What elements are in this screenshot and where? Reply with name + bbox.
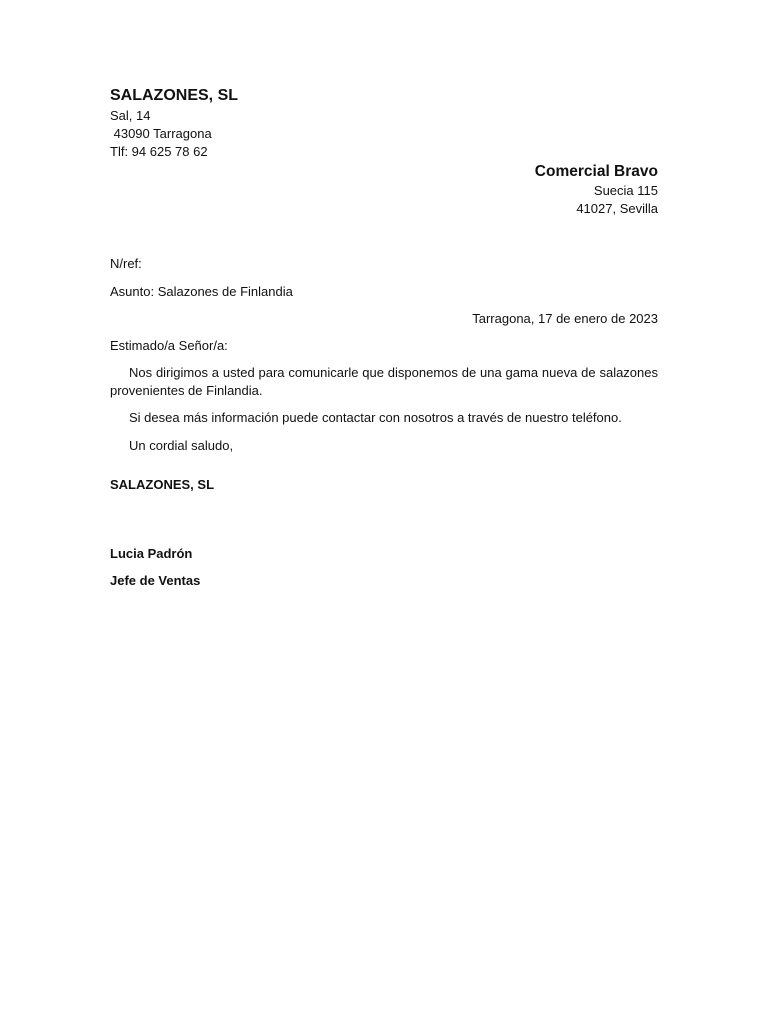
- body-paragraph-3: Un cordial saludo,: [129, 438, 234, 453]
- recipient-city: 41027, Sevilla: [576, 201, 658, 216]
- date-line: Tarragona, 17 de enero de 2023: [472, 311, 658, 326]
- recipient-address: Suecia 115: [593, 183, 658, 198]
- sender-name: SALAZONES, SL: [110, 87, 239, 104]
- recipient-name: Comercial Bravo: [534, 163, 658, 180]
- signature-company: SALAZONES, SL: [110, 477, 215, 492]
- sender-city: 43090 Tarragona: [110, 126, 212, 141]
- letter-page: [110, 0, 658, 1024]
- greeting: Estimado/a Señor/a:: [110, 338, 228, 353]
- body-paragraph-2: Si desea más información puede contactar con nosotros a través de nuestro teléfono.: [129, 410, 622, 425]
- subject-line: Asunto: Salazones de Finlandia: [110, 284, 293, 299]
- body-paragraph-1: Nos dirigimos a usted para comunicarle que disponemos de una gama nueva de salazones provenientes de Finlandia.: [110, 365, 658, 398]
- signature-name: Lucia Padrón: [110, 546, 193, 561]
- sender-address: Sal, 14: [110, 108, 151, 123]
- reference-line: N/ref:: [110, 256, 142, 271]
- sender-phone: Tlf: 94 625 78 62: [110, 144, 208, 159]
- signature-title: Jefe de Ventas: [110, 573, 201, 588]
